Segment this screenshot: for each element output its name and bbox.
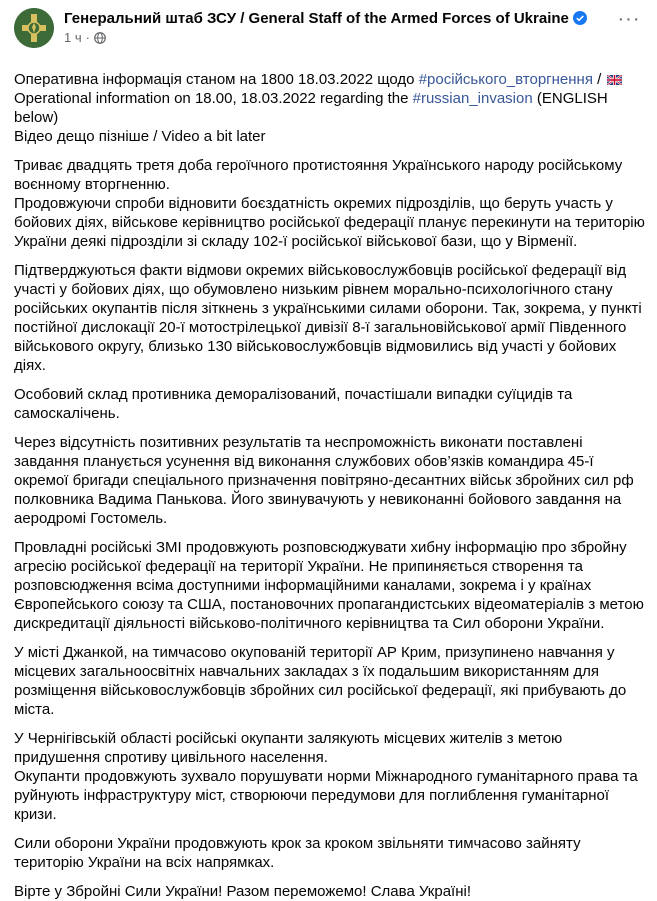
post-header [14,8,643,48]
intro-line-1 [14,51,646,70]
intro-line-2 [14,89,646,127]
author-line [64,10,613,30]
author-name[interactable]: Генеральний штаб ЗСУ / General Staff of the Armed Forces of Ukraine [64,10,569,27]
post-body [14,51,646,901]
intro-line-1-after: / [592,71,606,88]
meta-separator: · [85,30,90,45]
post-paragraph: Через відсутність позитивних результатів та неспроможність виконати поставлені завдання планується усунення від виконання службових обов’язків командира 45-ї окремої бригади спеціального призначення повітряно-десантних військ збройних сил рф полковника Вадима Панькова. Його звинувачують у невиконанні бойового завдання на аеродромі Гостомель. [14,434,634,527]
post-paragraph: Вірте у Збройні Сили України! Разом переможемо! Слава Україні! [14,883,472,900]
uk-flag-icon [607,71,622,81]
intro-line-1-text: Оперативна інформація станом на 1800 18.03.2022 щодо [14,71,419,88]
post-paragraph: Триває двадцять третя доба героїчного протистояння Українського народу російському воєнному вторгненню. Продовжуючи спроби відновити боєздатність окремих підрозділів, що беруть участь у бойових діях, військове керівництво російської федерації планує перекинути на територію України деякі підрозділи зі складу 102-ї російської військової бази, що у Вірменії. [14,157,645,250]
post-paragraphs [14,156,646,901]
post-paragraph: Підтверджуються факти відмови окремих військовослужбовців російської федерації від участі у бойових діях, що обумовлено низьким рівнем морально-психологічного стану російських окупантів після зіткнень з українськими силами оборони. Так, зокрема, у пункті постійної дислокації 20-ї мотострілецької дивізії 8-ї загальновійськової армії Південного військового округу, близько 130 військовослужбовців відмовились від участі у бойових діях. [14,262,642,374]
post-paragraph: Провладні російські ЗМІ продовжують розповсюджувати хибну інформацію про збройну агресію російської федерації на території України. Не припиняється створення та розповсюдження всіма доступними інформаційними каналами, зокрема і у країнах Європейського союзу та США, постановочних пропагандистських відеоматеріалів з метою дискредитації діяльності військово-політичного керівництва та Сил оборони України. [14,539,644,632]
intro-line-3: Відео дещо пізніше / Video a bit later [14,128,266,145]
post-paragraph: У Чернігівській області російські окупанти залякують місцевих жителів з метою придушення спротиву цивільного населення. Окупанти продовжують зухвало порушувати норми Міжнародного гуманітарного права та руйнують інфраструктуру міст, створюючи передумови для поглиблення гуманітарної кризи. [14,730,638,823]
ukraine-flag-icon [14,56,28,66]
globe-icon[interactable] [94,32,106,48]
emblem-icon [14,8,54,48]
intro-line-2-after: (ENGLISH below) [14,90,608,126]
more-options-button[interactable]: ··· [617,8,641,30]
post-meta [64,30,106,48]
post-paragraph: Сили оборони України продовжують крок за кроком звільняти тимчасово зайняту територію України на всіх напрямках. [14,835,581,871]
avatar[interactable] [14,8,54,48]
hashtag-link[interactable]: #російського_вторгнення [418,71,593,88]
post-paragraph: Особовий склад противника деморалізований, почастішали випадки суїцидів та самоскалічень. [14,386,573,422]
intro-line-2-text: Operational information on 18.00, 18.03.2022 regarding the [14,90,413,107]
post-time[interactable]: 1 ч [64,30,82,45]
hashtag-link[interactable]: #russian_invasion [412,90,533,107]
verified-badge-icon [573,11,587,30]
post-paragraph: У місті Джанкой, на тимчасово окупованій території АР Крим, призупинено навчання у місцевих загальноосвітніх навчальних закладах з їх подальшим використанням для розміщення військовослужбовців збройних сил російської федерації, які прибувають до міста. [14,644,627,718]
